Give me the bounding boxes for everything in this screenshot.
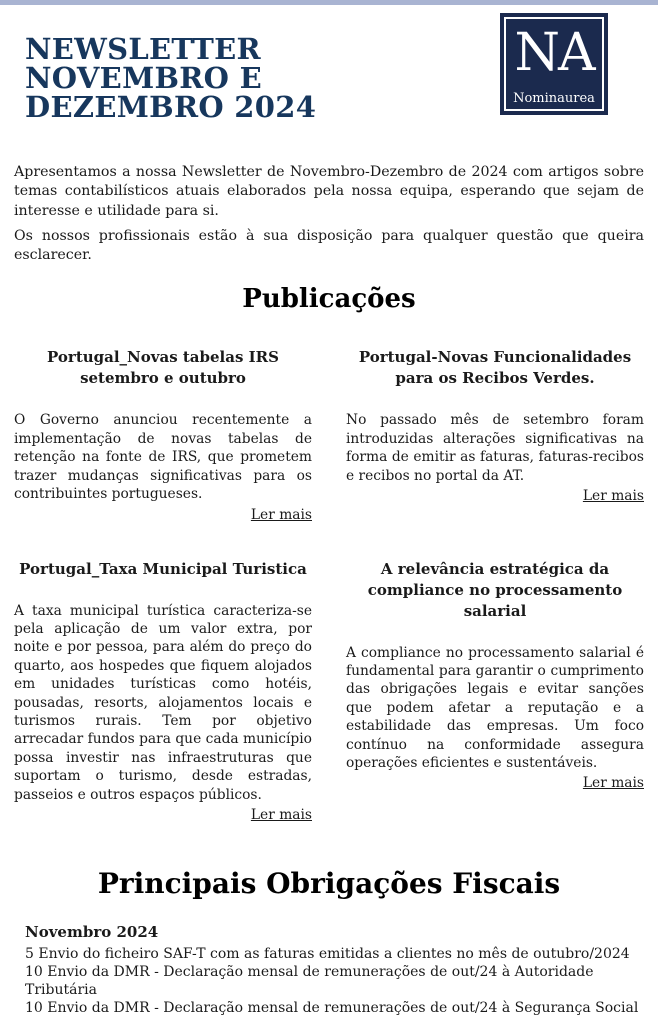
- articles-grid: [14, 347, 644, 823]
- article-card-recibos-verdes: [346, 347, 644, 522]
- company-logo: [500, 13, 608, 115]
- obligation-item: 5 Envio do ficheiro SAF-T com as faturas emitidas a clientes no mês de outubro/2024: [25, 945, 630, 962]
- newsletter-title-line-3: DEZEMBRO 2024: [25, 90, 317, 124]
- article-body: A compliance no processamento salarial é fundamental para garantir o cumprimento das obrigações legais e evitar sanções que podem afetar a reputação e a estabilidade das empresas. Um foco contínuo na conformidade assegura operações eficientes e sustentáveis.: [346, 644, 644, 771]
- article-body: A taxa municipal turística caracteriza-se pela aplicação de um valor extra, por noite e por pessoa, para além do preço do quarto, aos hospedes que fiquem alojados em unidades turísticas como hotéis, pousadas, resorts, alojamentos locais e turismos rurais. Tem por objetivo arrecadar fundos para que cada município possa investir nas infraestruturas que suportam o turismo, desde estradas, passeios e outros espaços públicos.: [14, 602, 312, 803]
- read-more-link[interactable]: Ler mais: [582, 488, 644, 505]
- obligations-list: [25, 945, 644, 1017]
- article-title: Portugal_Taxa Municipal Turistica: [19, 559, 307, 578]
- read-more-link[interactable]: Ler mais: [582, 775, 644, 792]
- intro-paragraph-1: Apresentamos a nossa Newsletter de Novembro-Dezembro de 2024 com artigos sobre temas contabilísticos atuais elaborados pela nossa equipa, esperando que sejam de interesse e utilidade para si.: [14, 164, 644, 219]
- newsletter-header: [0, 5, 658, 122]
- intro-paragraph-2: Os nossos profissionais estão à sua disposição para qualquer questão que queira esclarecer.: [14, 227, 644, 264]
- article-card-taxa-municipal: [14, 559, 312, 823]
- intro-section: [14, 163, 644, 265]
- article-title: A relevância estratégica da compliance no processamento salarial: [367, 559, 623, 620]
- newsletter-title-line-2: NOVEMBRO E: [25, 61, 263, 95]
- publications-heading: Publicações: [242, 284, 416, 315]
- company-logo-frame: [504, 17, 604, 111]
- newsletter-title-line-1: NEWSLETTER: [25, 32, 261, 66]
- obligations-month: Novembro 2024: [25, 922, 159, 941]
- read-more-link[interactable]: Ler mais: [250, 506, 312, 523]
- obligation-item: 10 Envio da DMR - Declaração mensal de remunerações de out/24 à Autoridade Tributária: [25, 963, 594, 998]
- article-body: O Governo anunciou recentemente a implementação de novas tabelas de retenção na fonte de IRS, que prometem trazer mudanças significativas para os contribuintes portugueses.: [14, 412, 312, 503]
- newsletter-title: [25, 32, 317, 124]
- article-card-compliance-salarial: [346, 559, 644, 823]
- logo-initials: NA: [514, 23, 594, 83]
- article-title: Portugal-Novas Funcionalidades para os Recibos Verdes.: [358, 348, 632, 388]
- fiscal-obligations-heading: Principais Obrigações Fiscais: [97, 866, 561, 900]
- fiscal-obligations-section: [25, 923, 644, 1017]
- article-card-irs-tables: [14, 347, 312, 522]
- read-more-link[interactable]: Ler mais: [250, 806, 312, 823]
- obligation-item: 10 Envio da DMR - Declaração mensal de remunerações de out/24 à Segurança Social: [25, 999, 639, 1016]
- logo-company-name: Nominaurea: [513, 90, 595, 106]
- article-body: No passado mês de setembro foram introduzidas alterações significativas na forma de emitir as faturas, faturas-recibos e recibos no portal da AT.: [346, 412, 644, 484]
- article-title: Portugal_Novas tabelas IRS setembro e outubro: [47, 348, 279, 388]
